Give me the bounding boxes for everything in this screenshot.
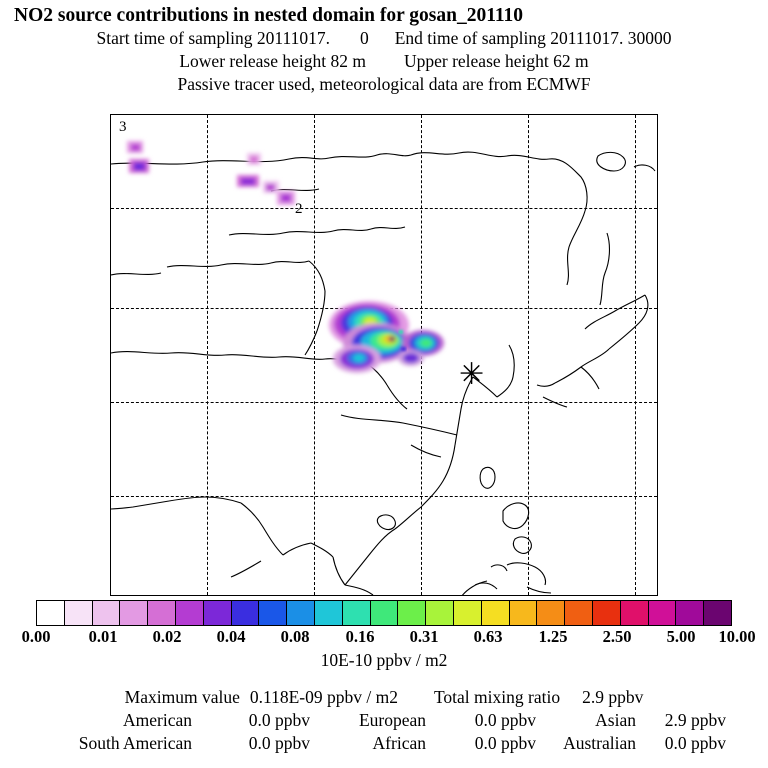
- total-mixing-ratio-label: Total mixing ratio: [433, 687, 561, 707]
- region-name-south-american: South American: [78, 733, 192, 753]
- header-line-2: [0, 27, 768, 50]
- colorbar-tick: 2.50: [602, 627, 632, 646]
- colorbar-cell: [120, 601, 148, 625]
- map-corner-label-3: 3: [119, 119, 127, 135]
- colorbar-tick-labels: [0, 627, 768, 647]
- total-mixing-ratio-value: 2.9 ppbv: [582, 687, 644, 707]
- header-line-3: [0, 50, 768, 73]
- colorbar-cell: [259, 601, 287, 625]
- colorbar-cell: [593, 601, 621, 625]
- region-value-asian: 2.9 ppbv: [664, 710, 726, 730]
- concentration-plume-layer: [111, 115, 658, 596]
- colorbar-cell: [204, 601, 232, 625]
- end-time-label: End time of sampling 20111017. 30000: [394, 28, 672, 48]
- start-time-label: Start time of sampling 20111017.: [96, 28, 330, 48]
- colorbar-tick: 0.02: [152, 627, 182, 646]
- region-name-european: European: [358, 710, 426, 730]
- colorbar-cell: [649, 601, 677, 625]
- lower-release-height: Lower release height 82 m: [179, 51, 366, 71]
- upper-release-height: Upper release height 62 m: [403, 51, 589, 71]
- colorbar-cell: [93, 601, 121, 625]
- map-panel[interactable]: [110, 114, 658, 596]
- region-value-australian: 0.0 ppbv: [664, 733, 726, 753]
- colorbar-cell: [37, 601, 65, 625]
- colorbar[interactable]: [36, 600, 732, 626]
- colorbar-cell: [426, 601, 454, 625]
- colorbar-cell: [65, 601, 93, 625]
- region-value-european: 0.0 ppbv: [474, 710, 536, 730]
- footer-row-regions-1: [0, 709, 768, 732]
- colorbar-cell: [343, 601, 371, 625]
- colorbar-cell: [315, 601, 343, 625]
- colorbar-cell: [454, 601, 482, 625]
- colorbar-cell: [676, 601, 704, 625]
- colorbar-cell: [371, 601, 399, 625]
- max-value-label: Maximum value: [124, 687, 240, 707]
- max-value-value: 0.118E-09 ppbv / m2: [249, 687, 398, 707]
- footer-row-max: [0, 686, 768, 709]
- colorbar-cell: [482, 601, 510, 625]
- footer-summary: [0, 686, 768, 755]
- colorbar-tick: 10.00: [718, 627, 756, 646]
- region-name-american: American: [123, 710, 192, 730]
- colorbar-cell: [565, 601, 593, 625]
- region-value-american: 0.0 ppbv: [248, 710, 310, 730]
- colorbar-cell: [537, 601, 565, 625]
- colorbar-cell: [176, 601, 204, 625]
- colorbar-units-label: 10E-10 ppbv / m2: [320, 650, 448, 670]
- region-name-asian: Asian: [595, 710, 636, 730]
- colorbar-tick: 0.04: [216, 627, 246, 646]
- colorbar-tick: 0.31: [409, 627, 439, 646]
- colorbar-tick: 0.08: [280, 627, 310, 646]
- region-name-african: African: [372, 733, 426, 753]
- colorbar-cell: [621, 601, 649, 625]
- colorbar-cell: [148, 601, 176, 625]
- colorbar-cell: [287, 601, 315, 625]
- colorbar-tick: 0.63: [473, 627, 503, 646]
- colorbar-tick: 1.25: [538, 627, 568, 646]
- page-title: NO2 source contributions in nested domain for gosan_201110: [14, 5, 524, 26]
- colorbar-tick: 5.00: [666, 627, 696, 646]
- map-inner-label-2: 2: [295, 201, 303, 217]
- colorbar-cell: [232, 601, 260, 625]
- region-name-australian: Australian: [563, 733, 636, 753]
- colorbar-cell: [510, 601, 538, 625]
- region-value-african: 0.0 ppbv: [474, 733, 536, 753]
- footer-row-regions-2: [0, 732, 768, 755]
- start-time-value: 0: [359, 28, 369, 48]
- colorbar-tick: 0.00: [21, 627, 51, 646]
- colorbar-tick: 0.01: [88, 627, 118, 646]
- region-value-south-american: 0.0 ppbv: [248, 733, 310, 753]
- colorbar-tick: 0.16: [345, 627, 375, 646]
- colorbar-cell: [398, 601, 426, 625]
- station-marker-icon: ✳: [459, 358, 485, 391]
- colorbar-cell: [704, 601, 731, 625]
- header-line-4: Passive tracer used, meteorological data are from ECMWF: [177, 74, 591, 94]
